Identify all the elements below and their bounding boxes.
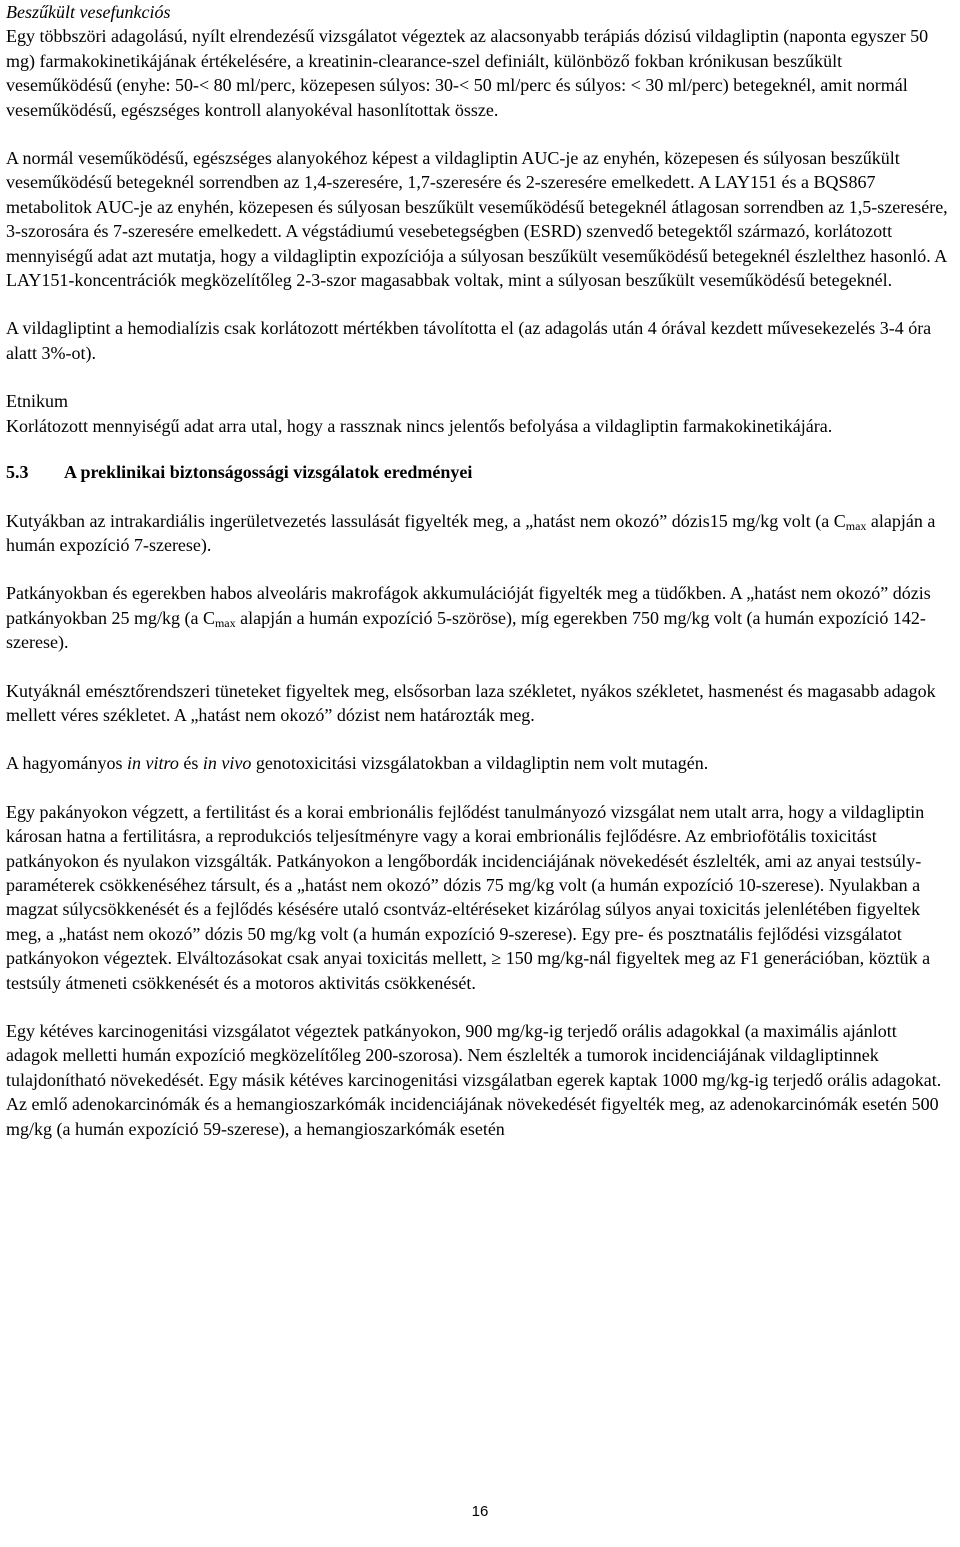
text-run: Patkányokban és egerekben habos alveoláris makrofágok akkumulációját figyelték meg a tüdőkben. A „hatást nem okozó” dózis patkányokban 25 mg/kg (a C — [6, 583, 931, 628]
text-run: alapján a humán expozíció 7-szerese). — [6, 510, 936, 555]
preclinical-paragraph-2 — [6, 581, 950, 654]
page-number: 16 — [471, 1503, 489, 1520]
preclinical-paragraph-3: Kutyáknál emésztőrendszeri tüneteket figyeltek meg, elsősorban laza székletet, nyákos székletet, hasmenést és magasabb adagok mellett véres székletet. A „hatást nem okozó” dózist nem határozták meg. — [6, 680, 936, 725]
ethnicity-paragraph: Korlátozott mennyiségű adat arra utal, hogy a rassznak nincs jelentős befolyása a vildagliptin farmakokinetikájára. — [6, 415, 833, 436]
greater-equal-symbol: ≥ — [491, 948, 502, 969]
text-run: 150 mg/kg-nál figyeltek meg az F1 generációban, köztük a testsúly átmeneti csökkenését és a motoros aktivitás csökkenését. — [6, 948, 931, 993]
section-heading — [6, 460, 950, 484]
subscript: max — [214, 615, 236, 630]
preclinical-paragraph-1 — [6, 509, 950, 558]
italic-term: in vivo — [202, 753, 252, 774]
text-run: Egy pakányokon végzett, a fertilitást és a korai embrionális fejlődést tanulmányozó vizsgálat nem utalt arra, hogy a vildagliptin károsan hatna a fertilitásra, a reprodukciós teljesítményre vagy a korai embrionális fejlődésre. Az embriofötális toxicitást patkányokon és nyulakon vizsgálták. Patkányokon a lengőbordák incidenciájának növekedését észlelték, ami az anyai testsúly-paraméterek csökkenéséhez társult, és a „hatást nem okozó” dózis 75 mg/kg volt (a humán expozíció 10-szerese). Nyulakban a magzat súlycsökkenését és a fejlődés késésére utaló csontváz-eltéréseket kizárólag súlyos anyai toxicitás jelenlétében figyeltek meg, a „hatást nem okozó” dózis 50 mg/kg volt (a humán expozíció 9-szerese). Egy pre- és posztnatális fejlődési vizsgálatot patkányokon végeztek. Elváltozásokat csak anyai toxicitás mellett, — [6, 801, 925, 969]
preclinical-paragraph-6: Egy kétéves karcinogenitási vizsgálatot végeztek patkányokon, 900 mg/kg-ig terjedő orális adagokkal (a maximális ajánlott adagok melletti humán expozíció megközelítőleg 200-szorosa). Nem észlelték a tumorok incidenciájának vildagliptinnek tulajdonítható növekedését. Egy másik kétéves karcinogenitási vizsgálatban egerek kaptak 1000 mg/kg-ig terjedő orális adagokat. Az emlő adenokarcinómák és a hemangioszarkómák incidenciájának növekedését figyelték meg, az adenokarcinómák esetén 500 mg/kg (a humán expozíció 59-szerese), a hemangioszarkómák esetén — [6, 1021, 942, 1139]
renal-paragraph-1: Egy többszöri adagolású, nyílt elrendezésű vizsgálatot végeztek az alacsonyabb terápiás dózisú vildagliptin (naponta egyszer 50 mg) farmakokinetikájának értékelésére, a kreatinin-clearance-szel definiált, különböző fokban krónikusan beszűkült veseműködésű (enyhe: 50-< 80 ml/perc, közepesen súlyos: 30-< 50 ml/perc és súlyos: < 30 ml/perc) betegeknél, amit normál veseműködésű, egészséges kontroll alanyokéval hasonlítottak össze. — [6, 26, 929, 120]
text-run: és — [178, 753, 203, 774]
section-number: 5.3 — [6, 462, 29, 483]
italic-term: in vitro — [127, 753, 179, 774]
renal-paragraph-3: A vildagliptint a hemodialízis csak korlátozott mértékben távolította el (az adagolás után 4 órával kezdett művesekezelés 3-4 óra alatt 3%-ot). — [6, 318, 932, 363]
text-run: Kutyákban az intrakardiális ingerületvezetés lassulását figyelték meg, a „hatást nem okozó” dózis15 mg/kg volt (a C — [6, 510, 846, 531]
renal-heading: Beszűkült vesefunkciós — [6, 2, 171, 22]
text-run: genotoxicitási vizsgálatokban a vildagliptin nem volt mutagén. — [251, 753, 709, 774]
preclinical-paragraph-4 — [6, 751, 950, 775]
section-title: A preklinikai biztonságossági vizsgálatok eredményei — [64, 462, 473, 483]
text-run: A hagyományos — [6, 753, 127, 774]
text-run: alapján a humán expozíció 5-szöröse), míg egerekben 750 mg/kg volt (a humán expozíció 142-szerese). — [6, 607, 926, 653]
ethnicity-heading: Etnikum — [6, 391, 68, 412]
preclinical-paragraph-5 — [6, 800, 950, 995]
renal-paragraph-2: A normál veseműködésű, egészséges alanyokéhoz képest a vildagliptin AUC-je az enyhén, közepesen és súlyosan beszűkült veseműködésű betegeknél sorrendben az 1,4-szeresére, 1,7-szeresére és 2-szeresére emelkedett. A LAY151 és a BQS867 metabolitok AUC-je az enyhén, közepesen és súlyosan beszűkült veseműködésű betegeknél átlagosan sorrendben az 1,5-szeresére, 3-szorosára és 7-szeresére emelkedett. A végstádiumú vesebetegségben (ESRD) szenvedő betegektől származó, korlátozott mennyiségű adat azt mutatja, hogy a vildagliptin expozíciója a súlyosan beszűkült veseműködésű betegeknél észlelthez hasonló. A LAY151-koncentrációk megközelítőleg 2-3-szor magasabbak voltak, mint a súlyosan beszűkült veseműködésű betegeknél. — [6, 148, 948, 291]
subscript: max — [845, 518, 867, 533]
